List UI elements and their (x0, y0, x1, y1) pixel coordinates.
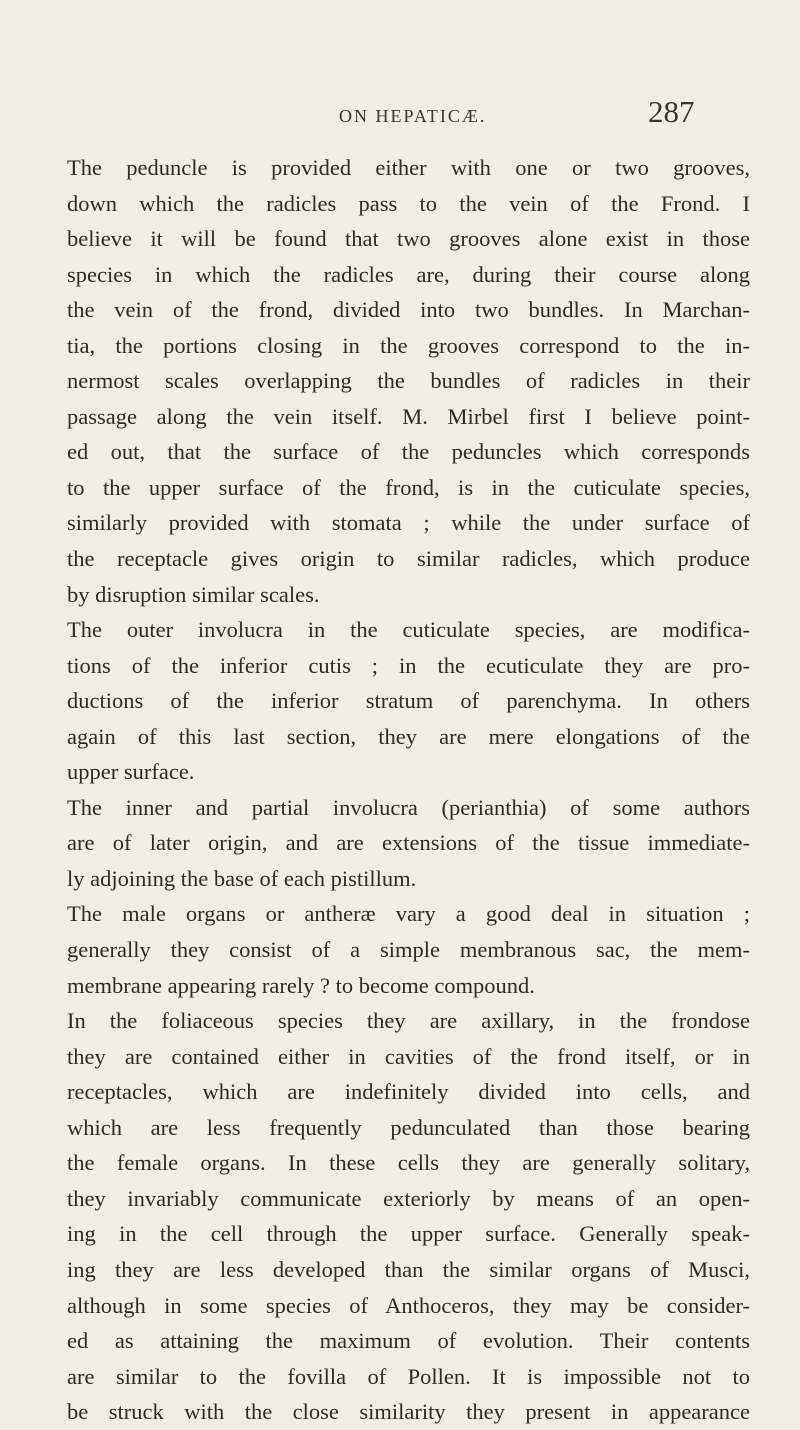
text-line: are similar to the fovilla of Pollen. It is impossible not to (67, 1363, 750, 1389)
text-line: the receptacle gives origin to similar radicles, which produce (67, 546, 750, 572)
running-head-title: ON HEPATICÆ. (339, 106, 487, 126)
text-line: species in which the radicles are, during their course along (67, 261, 750, 287)
text-line: receptacles, which are indefinitely divided into cells, and (67, 1079, 750, 1105)
text-line: upper surface. (67, 759, 195, 785)
text-line: The male organs or antheræ vary a good deal in situation ; (67, 901, 750, 927)
text-line: nermost scales overlapping the bundles of radicles in their (67, 368, 750, 394)
text-line: generally they consist of a simple membranous sac, the mem- (67, 937, 750, 963)
text-line: passage along the vein itself. M. Mirbel first I believe point- (67, 403, 750, 429)
page-number: 287 (648, 94, 695, 129)
running-head (0, 84, 800, 129)
text-line: which are less frequently pedunculated than those bearing (67, 1114, 750, 1140)
text-line: the vein of the frond, divided into two bundles. In Marchan- (67, 297, 750, 323)
text-line: are of later origin, and are extensions of the tissue immediate- (67, 830, 750, 856)
text-line: ing they are less developed than the similar organs of Musci, (67, 1256, 750, 1282)
text-line: ductions of the inferior stratum of parenchyma. In others (67, 688, 750, 714)
text-line: ed as attaining the maximum of evolution. Their contents (67, 1328, 750, 1354)
text-line: similarly provided with stomata ; while the under surface of (67, 510, 750, 536)
text-line: tia, the portions closing in the grooves correspond to the in- (67, 332, 750, 358)
text-line: by disruption similar scales. (67, 581, 320, 607)
text-line: In the foliaceous species they are axillary, in the frondose (67, 1008, 750, 1034)
text-line: be struck with the close similarity they present in appearance (67, 1399, 750, 1425)
text-line: The inner and partial involucra (perianthia) of some authors (67, 794, 750, 820)
text-line: they are contained either in cavities of the frond itself, or in (67, 1043, 750, 1069)
text-line: tions of the inferior cutis ; in the ecuticulate they are pro- (67, 652, 750, 678)
text-line: they invariably communicate exteriorly by means of an open- (67, 1185, 750, 1211)
text-line: The peduncle is provided either with one or two grooves, (67, 155, 750, 180)
text-line: to the upper surface of the frond, is in the cuticulate species, (67, 474, 750, 500)
text-line: again of this last section, they are mere elongations of the (67, 723, 750, 749)
text-line: although in some species of Anthoceros, they may be consider- (67, 1292, 750, 1318)
text-line: ly adjoining the base of each pistillum. (67, 865, 417, 891)
body-text (67, 150, 750, 1430)
text-line: membrane appearing rarely ? to become compound. (67, 972, 535, 998)
text-line: The outer involucra in the cuticulate species, are modifica- (67, 617, 750, 643)
text-line: the female organs. In these cells they are generally solitary, (67, 1150, 750, 1176)
text-line: down which the radicles pass to the vein of the Frond. I (67, 190, 750, 216)
text-line: ed out, that the surface of the peduncles which corresponds (67, 439, 750, 465)
text-line: believe it will be found that two grooves alone exist in those (67, 226, 750, 252)
text-line: ing in the cell through the upper surface. Generally speak- (67, 1221, 750, 1247)
